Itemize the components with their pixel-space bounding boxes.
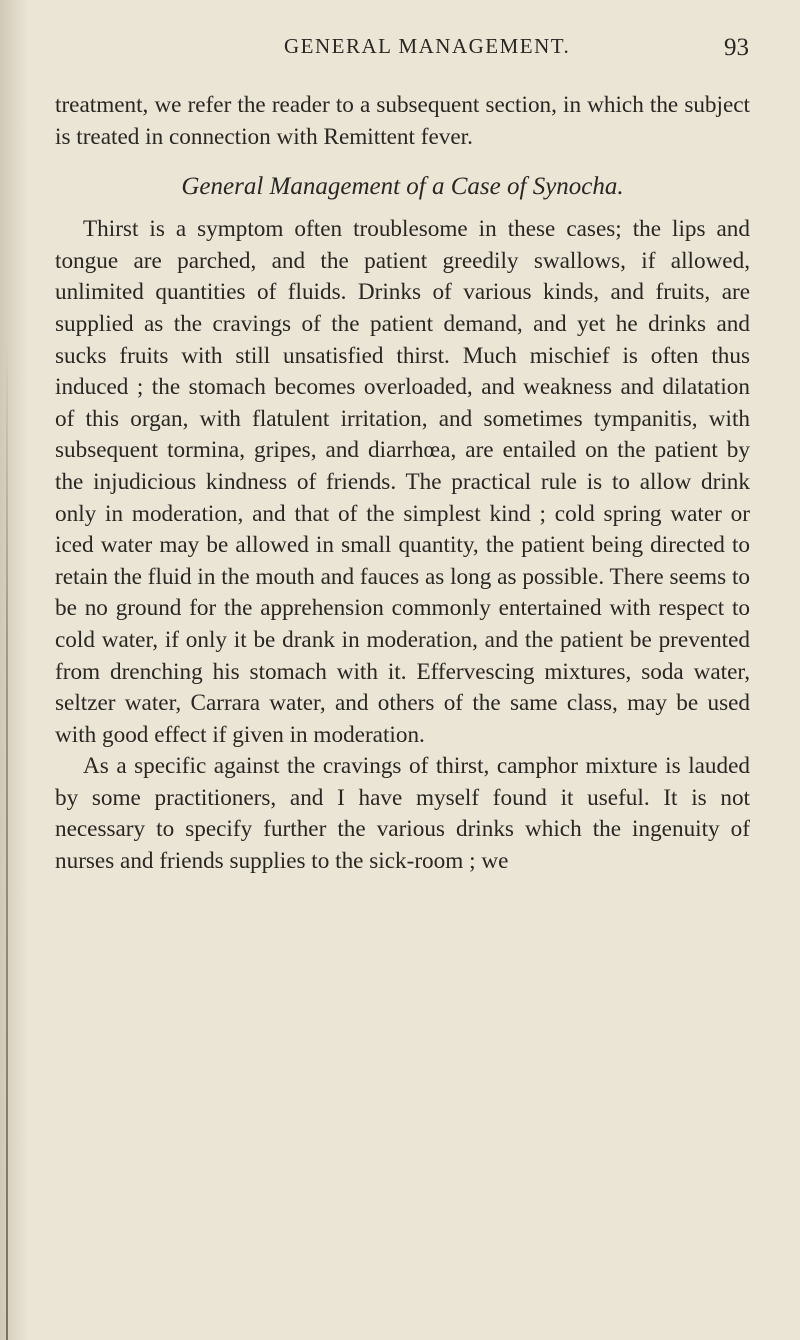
opening-paragraph: treatment, we refer the reader to a subsequent section, in which the subject is treated in connection with Remittent fever. [55,92,750,150]
running-title: GENERAL MANAGEMENT. [284,34,571,58]
running-head [0,34,800,74]
body-text [55,90,750,878]
binding-edge [6,340,8,1340]
paragraph-thirst: Thirst is a symptom often troublesome in these cases; the lips and tongue are parched, and the patient greedily swallows, if allowed, unlimited quantities of fluids. Drinks of various kinds, and fruits, are supplied as the cravings of the patient demand, and yet he drinks and sucks fruits with still unsatisfied thirst. Much mischief is often thus induced ; the stomach becomes overloaded, and weakness and dilatation of this organ, with flatulent irritation, and sometimes tympanitis, with subsequent tormina, gripes, and diarrhœa, are entailed on the patient by the injudicious kindness of friends. The practical rule is to allow drink only in moderation, and that of the simplest kind ; cold spring water or iced water may be allowed in small quantity, the patient being directed to retain the fluid in the mouth and fauces as long as possible. There seems to be no ground for the apprehension commonly entertained with respect to cold water, if only it be drank in moderation, and the patient be prevented from drenching his stomach with it. Effervescing mixtures, soda water, seltzer water, Carrara water, and others of the same class, may be used with good effect if given in moderation. [55,216,750,748]
binding-shadow [0,0,28,1340]
paragraph-camphor: As a specific against the cravings of thirst, camphor mixture is lauded by some practitioners, and I have myself found it useful. It is not necessary to specify further the various drinks which the ingenuity of nurses and friends supplies to the sick-room ; we [55,753,750,875]
section-heading: General Management of a Case of Synocha. [181,173,624,201]
page-number: 93 [724,34,749,61]
